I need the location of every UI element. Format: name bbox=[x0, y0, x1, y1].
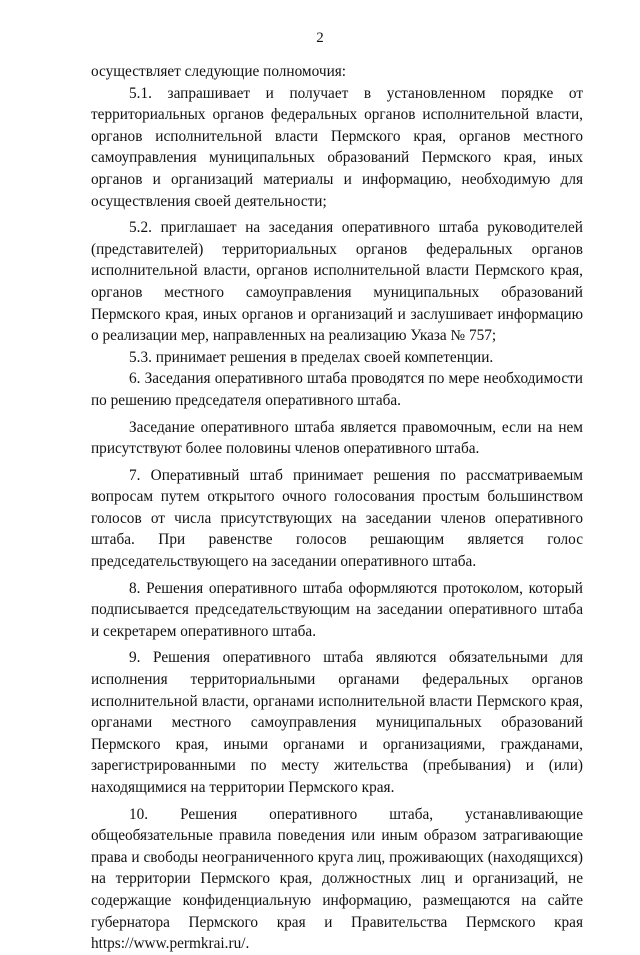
paragraph-8: 8. Решения оперативного штаба оформляются протоколом, который подписывается председательствующим на заседании оперативного штаба и секретарем оперативного штаба. bbox=[91, 579, 583, 640]
paragraph-5-2: 5.2. приглашает на заседания оперативного штаба руководителей (представителей) территориальных органов федеральных органов исполнительной власти, органов исполнительной власти Пермского края, органов местного самоуправления муниципальных образований Пермского края, иных органов и организаций и заслушивает информацию о реализации мер, направленных на реализацию Указа № 757; bbox=[91, 219, 583, 345]
document-body bbox=[91, 61, 583, 955]
paragraph-5-1: 5.1. запрашивает и получает в установленном порядке от территориальных органов федеральных органов исполнительной власти, органов исполнительной власти Пермского края, органов местного самоуправления муниципальных образований Пермского края, иных органов и организаций материалы и информацию, необходимую для осуществления своей деятельности; bbox=[91, 84, 583, 210]
paragraph-6-quorum: Заседание оперативного штаба является правомочным, если на нем присутствуют более половины членов оперативного штаба. bbox=[91, 418, 583, 458]
paragraph-9: 9. Решения оперативного штаба являются обязательными для исполнения территориальными органами федеральных органов исполнительной власти, органами исполнительной власти Пермского края, органами местного самоуправления муниципальных образований Пермского края, иными органами и организациями, гражданами, зарегистрированными по месту жительства (пребывания) и (или) находящимися на территории Пермского края. bbox=[91, 649, 583, 796]
paragraph-10: 10. Решения оперативного штаба, устанавливающие общеобязательные правила поведения или иным образом затрагивающие права и свободы неограниченного круга лиц, проживающих (находящихся) на территории Пермского края, должностных лиц и организаций, не содержащие конфиденциальную информацию, размещаются на сайте губернатора Пермского края и Правительства Пермского края https://www.permkrai.ru/. bbox=[91, 805, 583, 953]
paragraph-6: 6. Заседания оперативного штаба проводятся по мере необходимости по решению председателя оперативного штаба. bbox=[91, 370, 583, 409]
page-number: 2 bbox=[316, 30, 324, 46]
paragraph-intro: осуществляет следующие полномочия: bbox=[91, 63, 347, 80]
paragraph-7: 7. Оперативный штаб принимает решения по рассматриваемым вопросам путем открытого очного голосования простым большинством голосов от числа присутствующих на заседании членов оперативного штаба. При равенстве голосов решающим является голос председательствующего на заседании оперативного штаба. bbox=[91, 466, 583, 571]
paragraph-5-3: 5.3. принимает решения в пределах своей компетенции. bbox=[129, 348, 494, 366]
